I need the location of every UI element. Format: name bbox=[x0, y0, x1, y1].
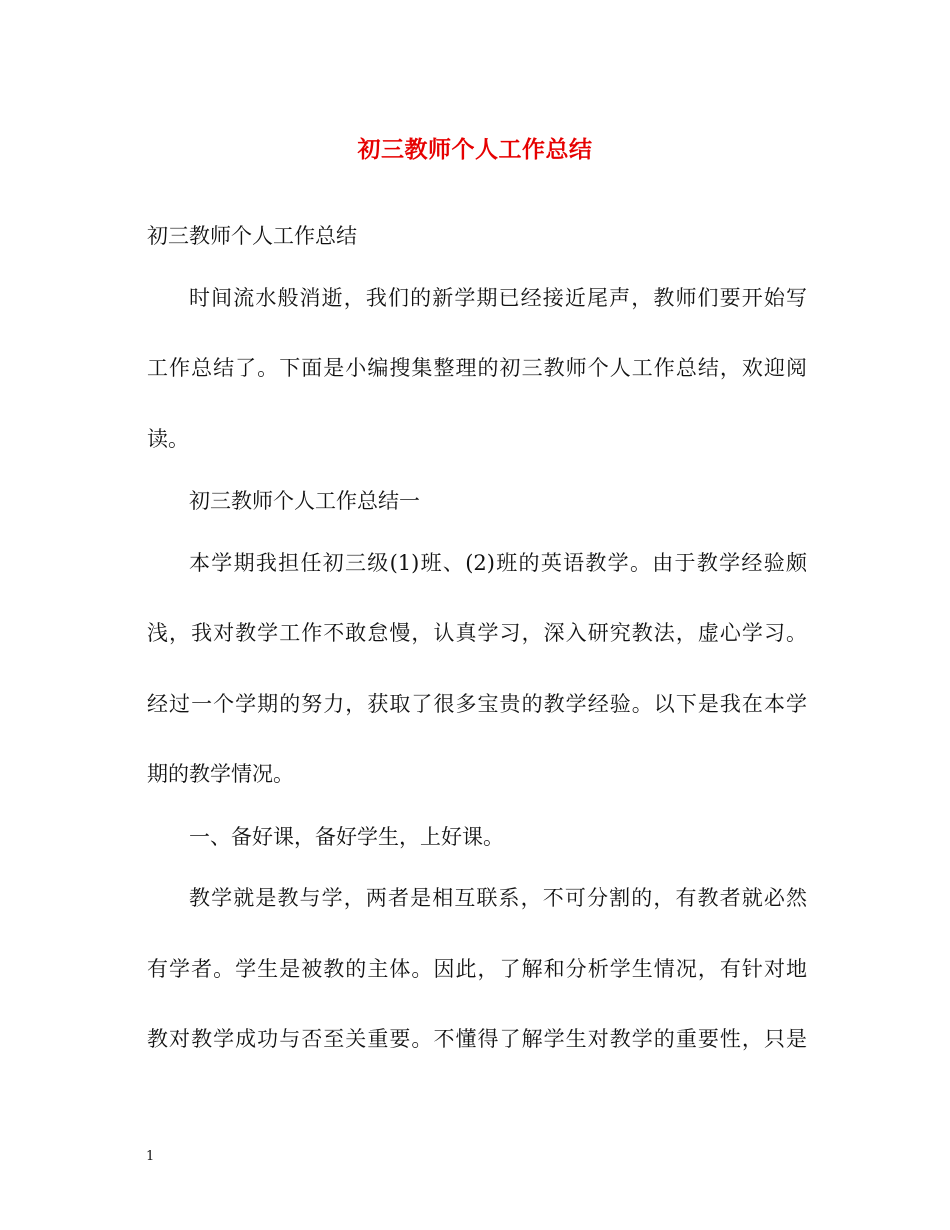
paragraph-line: 读。 bbox=[147, 427, 189, 451]
section-heading: 一、备好课，备好学生，上好课。 bbox=[189, 825, 504, 849]
paragraph-line: 有学者。学生是被教的主体。因此，了解和分析学生情况，有针对地 bbox=[147, 957, 807, 981]
paragraph-line: 时间流水般消逝，我们的新学期已经接近尾声，教师们要开始写 bbox=[189, 286, 807, 310]
subtitle-line: 初三教师个人工作总结 bbox=[147, 224, 357, 248]
page-number: 1 bbox=[146, 1149, 155, 1164]
section-heading: 初三教师个人工作总结一 bbox=[189, 489, 420, 513]
paragraph-line: 工作总结了。下面是小编搜集整理的初三教师个人工作总结，欢迎阅 bbox=[147, 356, 807, 380]
paragraph-line: 浅，我对教学工作不敢怠慢，认真学习，深入研究教法，虚心学习。 bbox=[147, 621, 807, 645]
paragraph-line: 教对教学成功与否至关重要。不懂得了解学生对教学的重要性，只是 bbox=[147, 1027, 807, 1051]
paragraph-line: 教学就是教与学，两者是相互联系，不可分割的，有教者就必然 bbox=[189, 886, 807, 910]
document-title: 初三教师个人工作总结 bbox=[357, 136, 593, 163]
paragraph-line: 期的教学情况。 bbox=[147, 762, 294, 786]
paragraph-line: 本学期我担任初三级(1)班、(2)班的英语教学。由于教学经验颇 bbox=[189, 551, 807, 575]
paragraph-line: 经过一个学期的努力，获取了很多宝贵的教学经验。以下是我在本学 bbox=[147, 692, 807, 716]
